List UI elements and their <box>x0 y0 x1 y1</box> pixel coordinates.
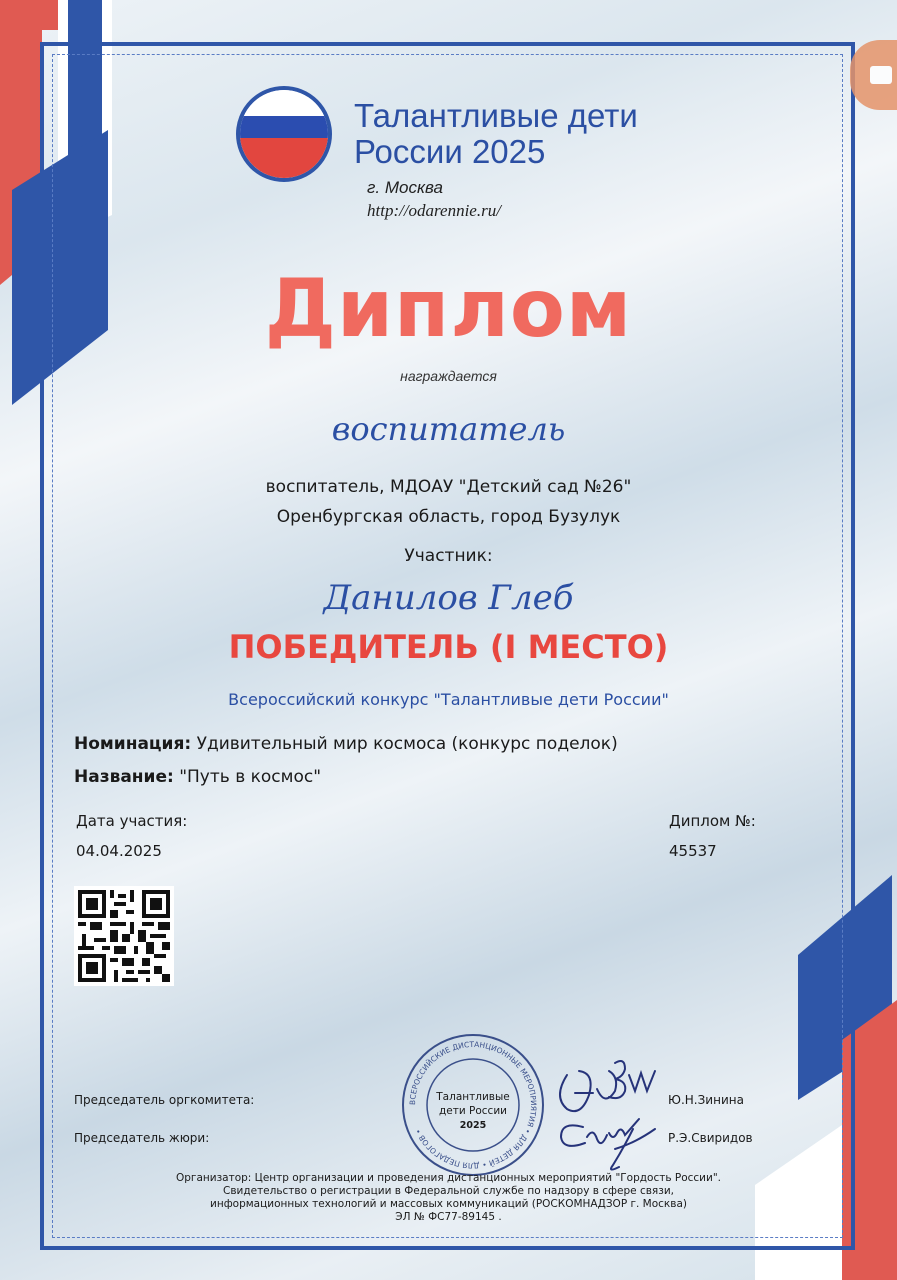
nomination-label: Номинация: <box>74 734 192 754</box>
footer-line2: Свидетельство о регистрации в Федеральной службе по надзору в сфере связи, <box>223 1185 674 1197</box>
qr-code-icon <box>74 886 174 986</box>
stamp-ring-text: ВСЕРОССИЙСКИЕ ДИСТАНЦИОННЫЕ МЕРОПРИЯТИЯ • ДЛЯ ДЕТЕЙ • ДЛЯ ПЕДАГОГОВ • <box>407 1039 539 1171</box>
org-line2: Оренбургская область, город Бузулук <box>276 507 621 527</box>
chair-org-name: Ю.Н.Зинина <box>668 1093 744 1107</box>
role-script: воспитатель <box>331 410 566 448</box>
date-value: 04.04.2025 <box>76 842 162 860</box>
qr-code[interactable] <box>74 886 174 986</box>
chair-jury-label: Председатель жюри: <box>74 1131 210 1145</box>
place-result: ПОБЕДИТЕЛЬ (I МЕСТО) <box>228 628 669 666</box>
logo-title-line2: России 2025 <box>354 133 546 170</box>
chair-org-label: Председатель оргкомитета: <box>74 1093 255 1107</box>
participant-name: Данилов Глеб <box>323 578 574 618</box>
logo-title <box>354 98 638 170</box>
signature-zinina <box>560 1061 655 1111</box>
russia-flag-logo-icon <box>236 86 332 182</box>
stamp-line2: дети России <box>439 1105 507 1117</box>
signature-sviridov <box>561 1119 655 1170</box>
footer-line3: информационных технологий и массовых коммуникаций (РОСКОМНАДЗОР г. Москва) <box>210 1198 687 1210</box>
organization-block <box>0 472 897 532</box>
date-label: Дата участия: <box>76 812 188 830</box>
square-icon <box>870 66 892 84</box>
signature-images <box>545 1045 675 1175</box>
footer-line1: Организатор: Центр организации и проведения дистанционных мероприятий "Гордость России". <box>176 1172 721 1184</box>
nomination-row <box>74 734 618 754</box>
organization-stamp <box>398 1030 548 1180</box>
nomination-value: Удивительный мир космоса (конкурс поделок) <box>196 734 618 754</box>
work-title-value: "Путь в космос" <box>179 767 322 787</box>
logo-title-line1: Талантливые дети <box>354 97 638 134</box>
stripe-red-top-edge <box>0 0 58 30</box>
diploma-number-value: 45537 <box>669 842 717 860</box>
footer-line4: ЭЛ № ФС77-89145 . <box>395 1211 502 1223</box>
org-line1: воспитатель, МДОАУ "Детский сад №26" <box>265 477 632 497</box>
chair-jury-name: Р.Э.Свиридов <box>668 1131 753 1145</box>
city: г. Москва <box>367 178 443 197</box>
site-url: http://odarennie.ru/ <box>367 201 501 220</box>
diploma-number-label: Диплом №: <box>669 812 756 830</box>
participant-label: Участник: <box>404 546 493 566</box>
stamp-line1: Талантливые <box>436 1091 510 1103</box>
work-title-label: Название: <box>74 767 174 787</box>
awarded-text: награждается <box>400 368 497 384</box>
organizer-footer <box>0 1172 897 1224</box>
diploma-heading: Диплом <box>264 262 633 355</box>
title-row <box>74 767 321 787</box>
contest-name: Всероссийский конкурс "Талантливые дети России" <box>228 690 669 709</box>
corner-overlay-button[interactable] <box>850 40 897 110</box>
stamp-line3: 2025 <box>459 1120 487 1131</box>
